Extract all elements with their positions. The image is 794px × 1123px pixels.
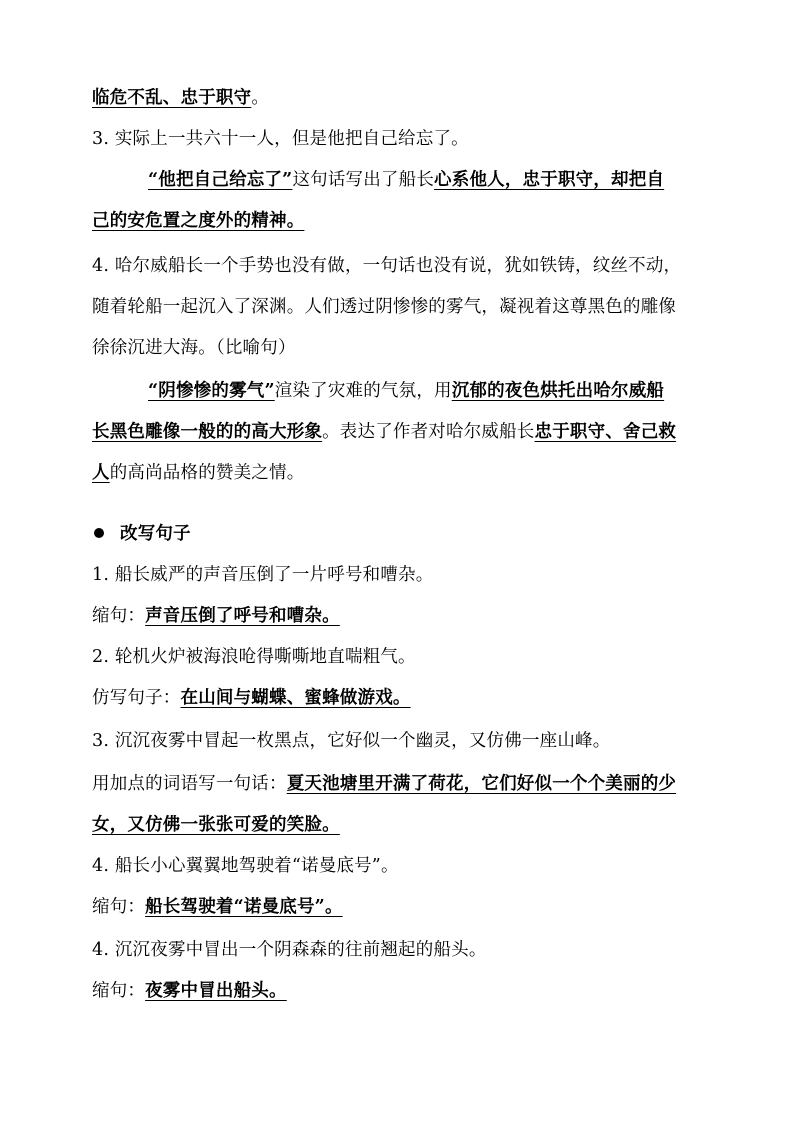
answer-emphasis: 长黑色雕像一般的的高大形象 — [92, 422, 323, 442]
rewrite-item-1: 1. 船长威严的声音压倒了一片呼号和嘈杂。 — [92, 565, 434, 585]
answer-emphasis: 沉郁的夜色烘托出哈尔威船 — [451, 381, 665, 401]
rewrite-item-3: 3. 沉沉夜雾中冒起一枚黑点，它好似一个幽灵，又仿佛一座山峰。 — [92, 731, 611, 751]
answer-text: 船长驾驶着“诺曼底号”。 — [145, 897, 343, 917]
answer-label: 缩句： — [92, 897, 146, 917]
rewrite-answer-5 — [92, 979, 287, 1003]
paragraph-text: 。 — [251, 88, 270, 108]
section-heading — [94, 522, 191, 546]
question-4-line-3: 徐徐沉进大海。（比喻句） — [92, 338, 296, 358]
answer-text: 在山间与蝴蝶、蜜蜂做游戏。 — [180, 688, 411, 708]
paragraph-text: 渲染了灾难的气氛，用 — [274, 381, 452, 401]
answer-emphasis: 忠于职守、舍己救 — [534, 422, 677, 442]
rewrite-item-5: 4. 沉沉夜雾中冒出一个阴森森的往前翘起的船头。 — [92, 940, 487, 960]
quoted-phrase: “他把自己给忘了” — [148, 170, 293, 190]
question-3-sentence: 3. 实际上一共六十一人，但是他把自己给忘了。 — [92, 129, 469, 149]
answer-emphasis: 临危不乱、忠于职守 — [92, 88, 252, 108]
rewrite-answer-4 — [92, 895, 343, 919]
rewrite-answer-1 — [92, 604, 340, 628]
question-4-line-2: 随着轮船一起沉入了深渊。人们透过阴惨惨的雾气，凝视着这尊黑色的雕像 — [92, 297, 677, 317]
question-4-analysis-line-2 — [92, 420, 676, 444]
question-4-analysis-line-1 — [148, 379, 664, 403]
paragraph-1-continuation — [92, 86, 269, 110]
quoted-phrase: “阴惨惨的雾气” — [148, 381, 275, 401]
paragraph-text: 。表达了作者对哈尔威船长 — [322, 422, 535, 442]
answer-text: 声音压倒了呼号和嘈杂。 — [145, 606, 340, 626]
rewrite-item-4: 4. 船长小心翼翼地驾驶着“诺曼底号”。 — [92, 856, 399, 876]
answer-emphasis: 己的安危置之度外的精神。 — [92, 211, 305, 231]
paragraph-text: 的高尚品格的赞美之情。 — [109, 463, 305, 483]
rewrite-item-2: 2. 轮机火炉被海浪呛得嘶嘶地直喘粗气。 — [92, 647, 416, 667]
question-4-analysis-line-3 — [92, 461, 304, 485]
section-title: 改写句子 — [120, 524, 191, 544]
answer-label: 仿写句子： — [92, 688, 181, 708]
answer-emphasis: 人 — [92, 463, 110, 483]
answer-label: 缩句： — [92, 606, 146, 626]
question-3-analysis-line-1 — [148, 168, 664, 192]
paragraph-text: 这句话写出了船长 — [292, 170, 435, 190]
answer-label: 用加点的词语写一句话： — [92, 774, 287, 794]
answer-text: 夜雾中冒出船头。 — [145, 981, 287, 1001]
answer-emphasis: 心系他人，忠于职守，却把自 — [434, 170, 665, 190]
rewrite-answer-3-line-2 — [92, 813, 340, 837]
bullet-icon — [94, 528, 104, 538]
answer-label: 缩句： — [92, 981, 146, 1001]
question-3-analysis-line-2 — [92, 209, 304, 233]
answer-text: 夏天池塘里开满了荷花，它们好似一个个美丽的少 — [286, 774, 677, 794]
question-4-line-1: 4. 哈尔威船长一个手势也没有做，一句话也没有说，犹如铁铸，纹丝不动， — [92, 256, 682, 276]
answer-text: 女，又仿佛一张张可爱的笑脸。 — [92, 815, 340, 835]
rewrite-answer-2 — [92, 686, 411, 710]
rewrite-answer-3-line-1 — [92, 772, 676, 796]
